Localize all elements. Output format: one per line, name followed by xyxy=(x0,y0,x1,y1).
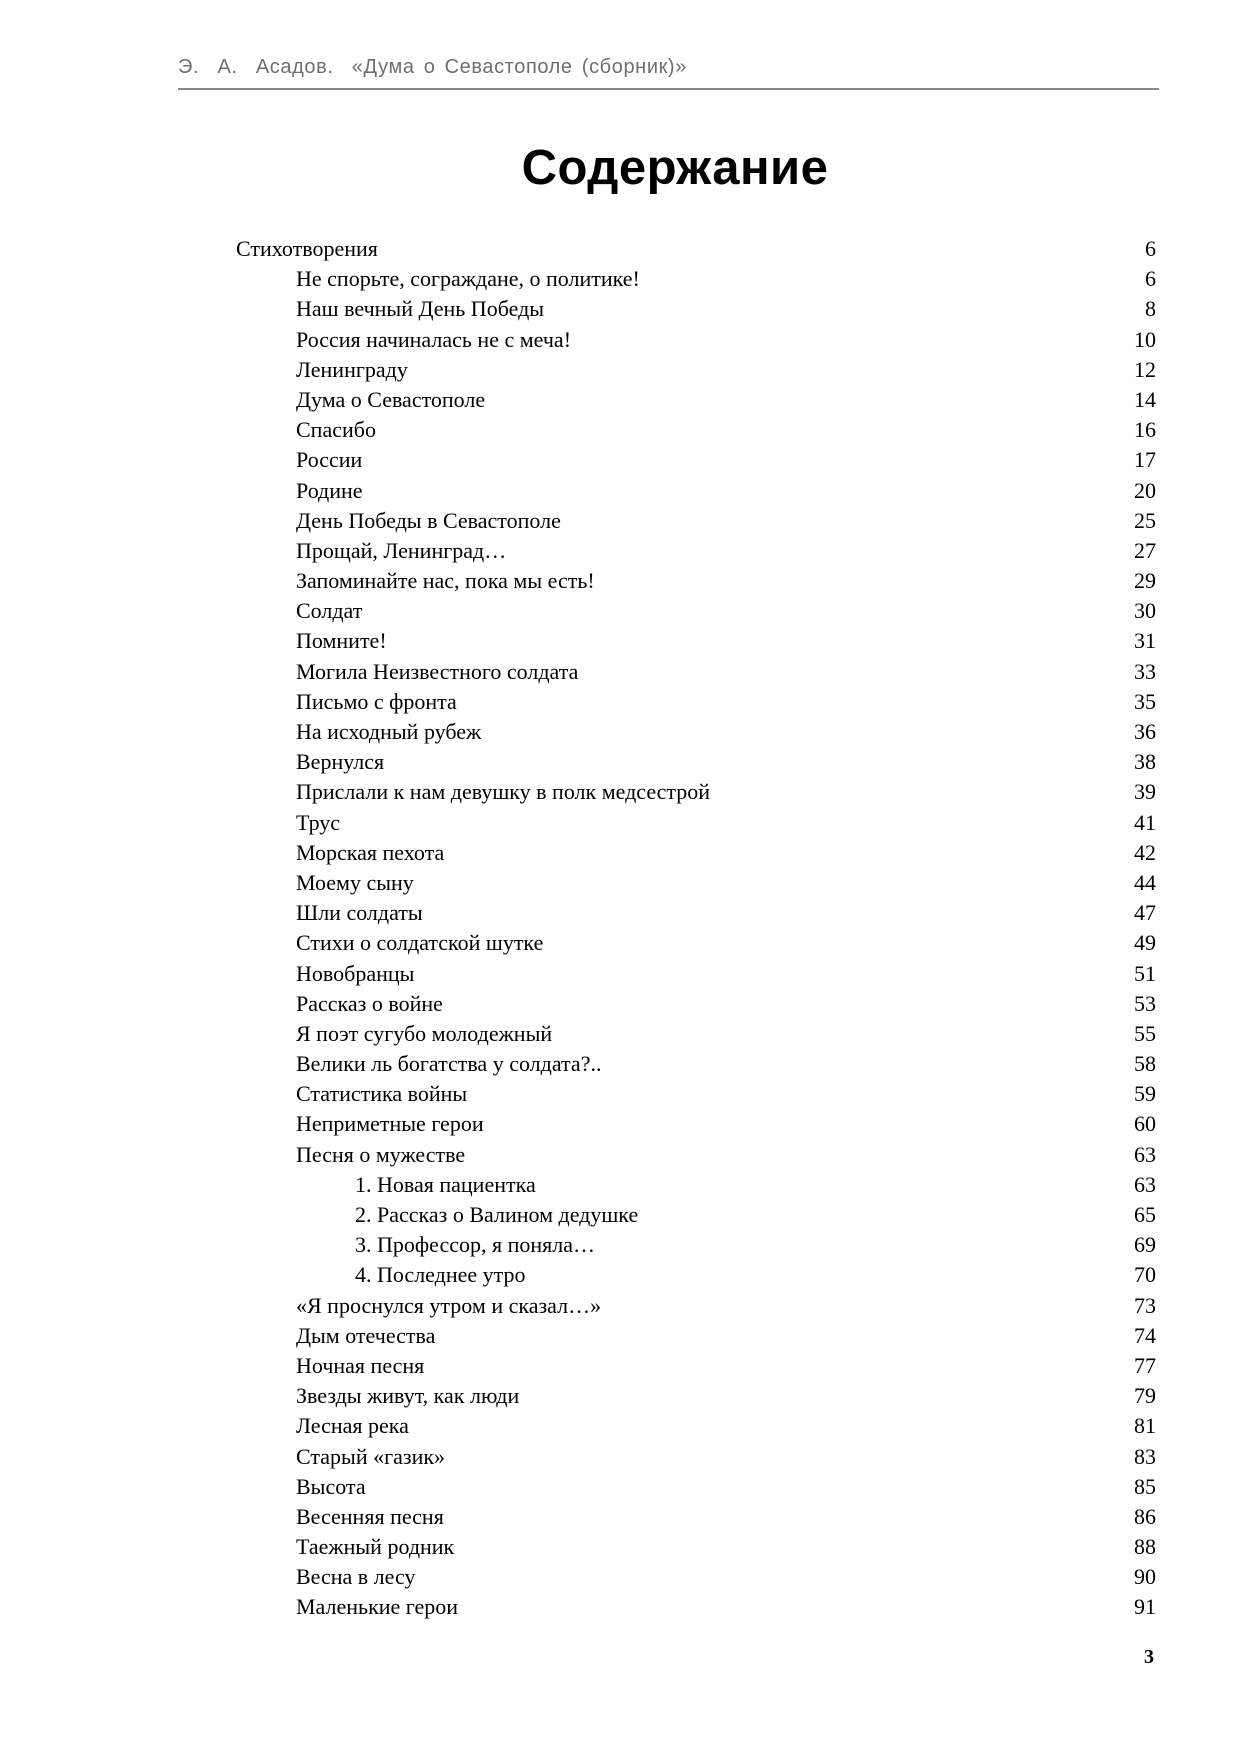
toc-entry[interactable] xyxy=(0,294,1240,324)
toc-entry-page: 25 xyxy=(1134,507,1156,533)
toc-entry[interactable] xyxy=(0,1321,1240,1351)
toc-entry-title: Ночная песня xyxy=(296,1352,425,1378)
toc-entry[interactable] xyxy=(0,264,1240,294)
toc-entry-page: 6 xyxy=(1145,236,1156,261)
toc-entry[interactable] xyxy=(0,355,1240,385)
toc-entry[interactable] xyxy=(0,325,1240,355)
toc-entry-page: 91 xyxy=(1134,1594,1156,1620)
toc-entry-page: 70 xyxy=(1134,1262,1156,1288)
toc-entry[interactable] xyxy=(0,536,1240,566)
toc-entry[interactable] xyxy=(0,1381,1240,1411)
toc-entry-page: 77 xyxy=(1134,1352,1156,1378)
toc-entry-page: 17 xyxy=(1134,447,1156,473)
toc-entry-page: 33 xyxy=(1134,658,1156,684)
toc-entry[interactable] xyxy=(0,596,1240,626)
toc-entry-page: 69 xyxy=(1134,1232,1156,1258)
toc-entry-title: Стихотворения xyxy=(236,236,378,261)
toc-entry[interactable] xyxy=(0,626,1240,656)
toc-entry-title: Лесная река xyxy=(296,1413,409,1439)
toc-entry-title: Я поэт сугубо молодежный xyxy=(296,1020,553,1046)
toc-entry-title: Велики ль богатства у солдата?.. xyxy=(296,1051,602,1077)
toc-entry-title: Рассказ о войне xyxy=(296,990,443,1016)
toc-entry-title: На исходный рубеж xyxy=(296,719,482,744)
toc-entry-title: Письмо с фронта xyxy=(296,688,457,714)
toc-entry[interactable] xyxy=(0,777,1240,807)
toc-entry-title: Весенняя песня xyxy=(296,1503,444,1529)
toc-entry-page: 85 xyxy=(1134,1473,1156,1499)
toc-entry-title: Не спорьте, сограждане, о политике! xyxy=(296,266,640,292)
toc-entry[interactable] xyxy=(0,1019,1240,1049)
toc-entry[interactable] xyxy=(0,1592,1240,1622)
toc-entry[interactable] xyxy=(0,747,1240,777)
toc-entry-title: Стихи о солдатской шутке xyxy=(296,930,544,956)
toc-entry-title: Дым отечества xyxy=(296,1322,436,1348)
toc-entry-page: 29 xyxy=(1134,568,1156,594)
toc-entry-title: Спасибо xyxy=(296,417,376,443)
toc-entry-page: 83 xyxy=(1134,1443,1156,1469)
toc-entry-title: Старый «газик» xyxy=(296,1443,446,1469)
toc-entry-title: Маленькие герои xyxy=(296,1594,459,1620)
toc-entry[interactable] xyxy=(0,476,1240,506)
toc-entry[interactable] xyxy=(0,445,1240,475)
toc-entry-title: Новобранцы xyxy=(296,960,415,986)
toc-entry-title: Морская пехота xyxy=(296,839,445,865)
toc-entry-page: 55 xyxy=(1134,1020,1156,1046)
toc-entry-page: 12 xyxy=(1134,356,1156,382)
toc-entry-title: Прислали к нам девушку в полк медсестрой xyxy=(296,779,711,805)
toc-entry[interactable] xyxy=(0,1140,1240,1170)
toc-entry[interactable] xyxy=(0,506,1240,536)
toc-entry[interactable] xyxy=(0,898,1240,928)
toc-entry-title: России xyxy=(296,447,363,473)
toc-entry-page: 79 xyxy=(1134,1383,1156,1409)
toc-entry-page: 63 xyxy=(1134,1171,1156,1197)
toc-entry[interactable] xyxy=(0,1230,1240,1260)
toc-entry[interactable] xyxy=(0,657,1240,687)
running-header: Э. А. Асадов. «Дума о Севастополе (сборник)» xyxy=(178,56,687,78)
toc-entry[interactable] xyxy=(0,385,1240,415)
toc-entry[interactable] xyxy=(0,1291,1240,1321)
toc-entry[interactable] xyxy=(0,1532,1240,1562)
toc-entry[interactable] xyxy=(0,1472,1240,1502)
toc-entry-title: Дума о Севастополе xyxy=(296,386,486,412)
toc-entry-title: 4. Последнее утро xyxy=(355,1262,526,1288)
toc-entry-page: 30 xyxy=(1134,598,1156,624)
toc-entry-title: Моему сыну xyxy=(296,869,414,895)
toc-entry[interactable] xyxy=(0,1049,1240,1079)
toc-entry-page: 60 xyxy=(1134,1111,1156,1137)
toc-entry-title: Статистика войны xyxy=(296,1081,468,1107)
toc-entry-page: 73 xyxy=(1134,1292,1156,1318)
toc-entry-title: Солдат xyxy=(296,598,363,624)
toc-entry-page: 88 xyxy=(1134,1534,1156,1560)
toc-entry-title: Могила Неизвестного солдата xyxy=(296,658,579,684)
toc-entry[interactable] xyxy=(0,1442,1240,1472)
toc-entry[interactable] xyxy=(0,687,1240,717)
toc-entry[interactable] xyxy=(0,717,1240,747)
toc-entry-page: 36 xyxy=(1134,719,1156,744)
toc-entry-title: 1. Новая пациентка xyxy=(355,1171,536,1197)
toc-entry-page: 39 xyxy=(1134,779,1156,805)
toc-entry-page: 74 xyxy=(1134,1322,1156,1348)
toc-entry-title: Шли солдаты xyxy=(296,900,423,926)
toc-entry-title: Песня о мужестве xyxy=(296,1141,466,1167)
header-divider xyxy=(178,88,1159,90)
toc-entry[interactable] xyxy=(0,868,1240,898)
toc-entry-title: Прощай, Ленинград… xyxy=(296,537,507,563)
toc-entry-page: 42 xyxy=(1134,839,1156,865)
toc-entry-page: 35 xyxy=(1134,688,1156,714)
toc-entry[interactable] xyxy=(0,808,1240,838)
page-number: 3 xyxy=(1144,1646,1154,1668)
toc-title: Содержание xyxy=(521,141,829,195)
toc-entry-title: Неприметные герои xyxy=(296,1111,484,1137)
toc-entry-page: 6 xyxy=(1145,266,1156,292)
toc-entry-page: 65 xyxy=(1134,1202,1156,1227)
toc-entry-title: Высота xyxy=(296,1473,366,1499)
toc-entry[interactable] xyxy=(0,928,1240,958)
toc-entry-title: Таежный родник xyxy=(296,1534,455,1560)
toc-entry-page: 86 xyxy=(1134,1503,1156,1529)
toc-entry[interactable] xyxy=(0,1411,1240,1441)
toc-entry-page: 63 xyxy=(1134,1141,1156,1167)
toc-entry-page: 27 xyxy=(1134,537,1156,563)
toc-entry-title: День Победы в Севастополе xyxy=(296,507,561,533)
toc-entry-title: Помните! xyxy=(296,628,387,654)
toc-entry-title: Звезды живут, как люди xyxy=(296,1383,520,1409)
toc-entry-page: 49 xyxy=(1134,930,1156,956)
toc-entry-title: Россия начиналась не с меча! xyxy=(296,326,572,352)
toc-entry-title: Вернулся xyxy=(296,749,385,775)
toc-entry[interactable] xyxy=(0,838,1240,868)
toc-entry-page: 59 xyxy=(1134,1081,1156,1107)
toc-entry-page: 44 xyxy=(1134,869,1156,895)
toc-entry[interactable] xyxy=(0,989,1240,1019)
toc-entry-page: 90 xyxy=(1134,1564,1156,1590)
toc-entry-title: Родине xyxy=(296,477,363,503)
toc-entry[interactable] xyxy=(0,1079,1240,1109)
toc-entry-title: Наш вечный День Победы xyxy=(296,296,545,322)
toc-entry[interactable] xyxy=(0,1170,1240,1200)
toc-entry-title: Трус xyxy=(296,809,341,835)
toc-entry-title: Запоминайте нас, пока мы есть! xyxy=(296,568,595,594)
toc-entry-page: 38 xyxy=(1134,749,1156,775)
toc-entry-page: 8 xyxy=(1145,296,1156,322)
toc-entry-page: 47 xyxy=(1134,900,1156,926)
toc-entry-title: «Я проснулся утром и сказал…» xyxy=(296,1292,602,1318)
table-of-contents xyxy=(0,234,1240,1623)
toc-entry[interactable] xyxy=(0,566,1240,596)
toc-entry-page: 20 xyxy=(1134,477,1156,503)
toc-entry-title: Весна в лесу xyxy=(296,1564,416,1590)
toc-entry-title: 3. Профессор, я поняла… xyxy=(355,1232,596,1258)
toc-entry[interactable] xyxy=(0,1260,1240,1290)
toc-entry[interactable] xyxy=(0,1200,1240,1230)
toc-entry[interactable] xyxy=(0,415,1240,445)
toc-entry[interactable] xyxy=(0,1562,1240,1592)
toc-entry[interactable] xyxy=(0,1351,1240,1381)
toc-entry-page: 31 xyxy=(1134,628,1156,654)
toc-entry-page: 53 xyxy=(1134,990,1156,1016)
toc-entry-page: 51 xyxy=(1134,960,1156,986)
toc-entry-title: Ленинграду xyxy=(296,356,408,382)
toc-entry-title: 2. Рассказ о Валином дедушке xyxy=(355,1202,639,1227)
toc-entry-page: 81 xyxy=(1134,1413,1156,1439)
toc-entry[interactable] xyxy=(0,1109,1240,1139)
toc-entry-page: 41 xyxy=(1134,809,1156,835)
toc-entry-page: 10 xyxy=(1134,326,1156,352)
toc-entry-page: 58 xyxy=(1134,1051,1156,1077)
toc-entry-page: 16 xyxy=(1134,417,1156,443)
toc-entry[interactable] xyxy=(0,234,1240,264)
toc-entry-page: 14 xyxy=(1134,386,1156,412)
toc-entry[interactable] xyxy=(0,959,1240,989)
toc-entry[interactable] xyxy=(0,1502,1240,1532)
